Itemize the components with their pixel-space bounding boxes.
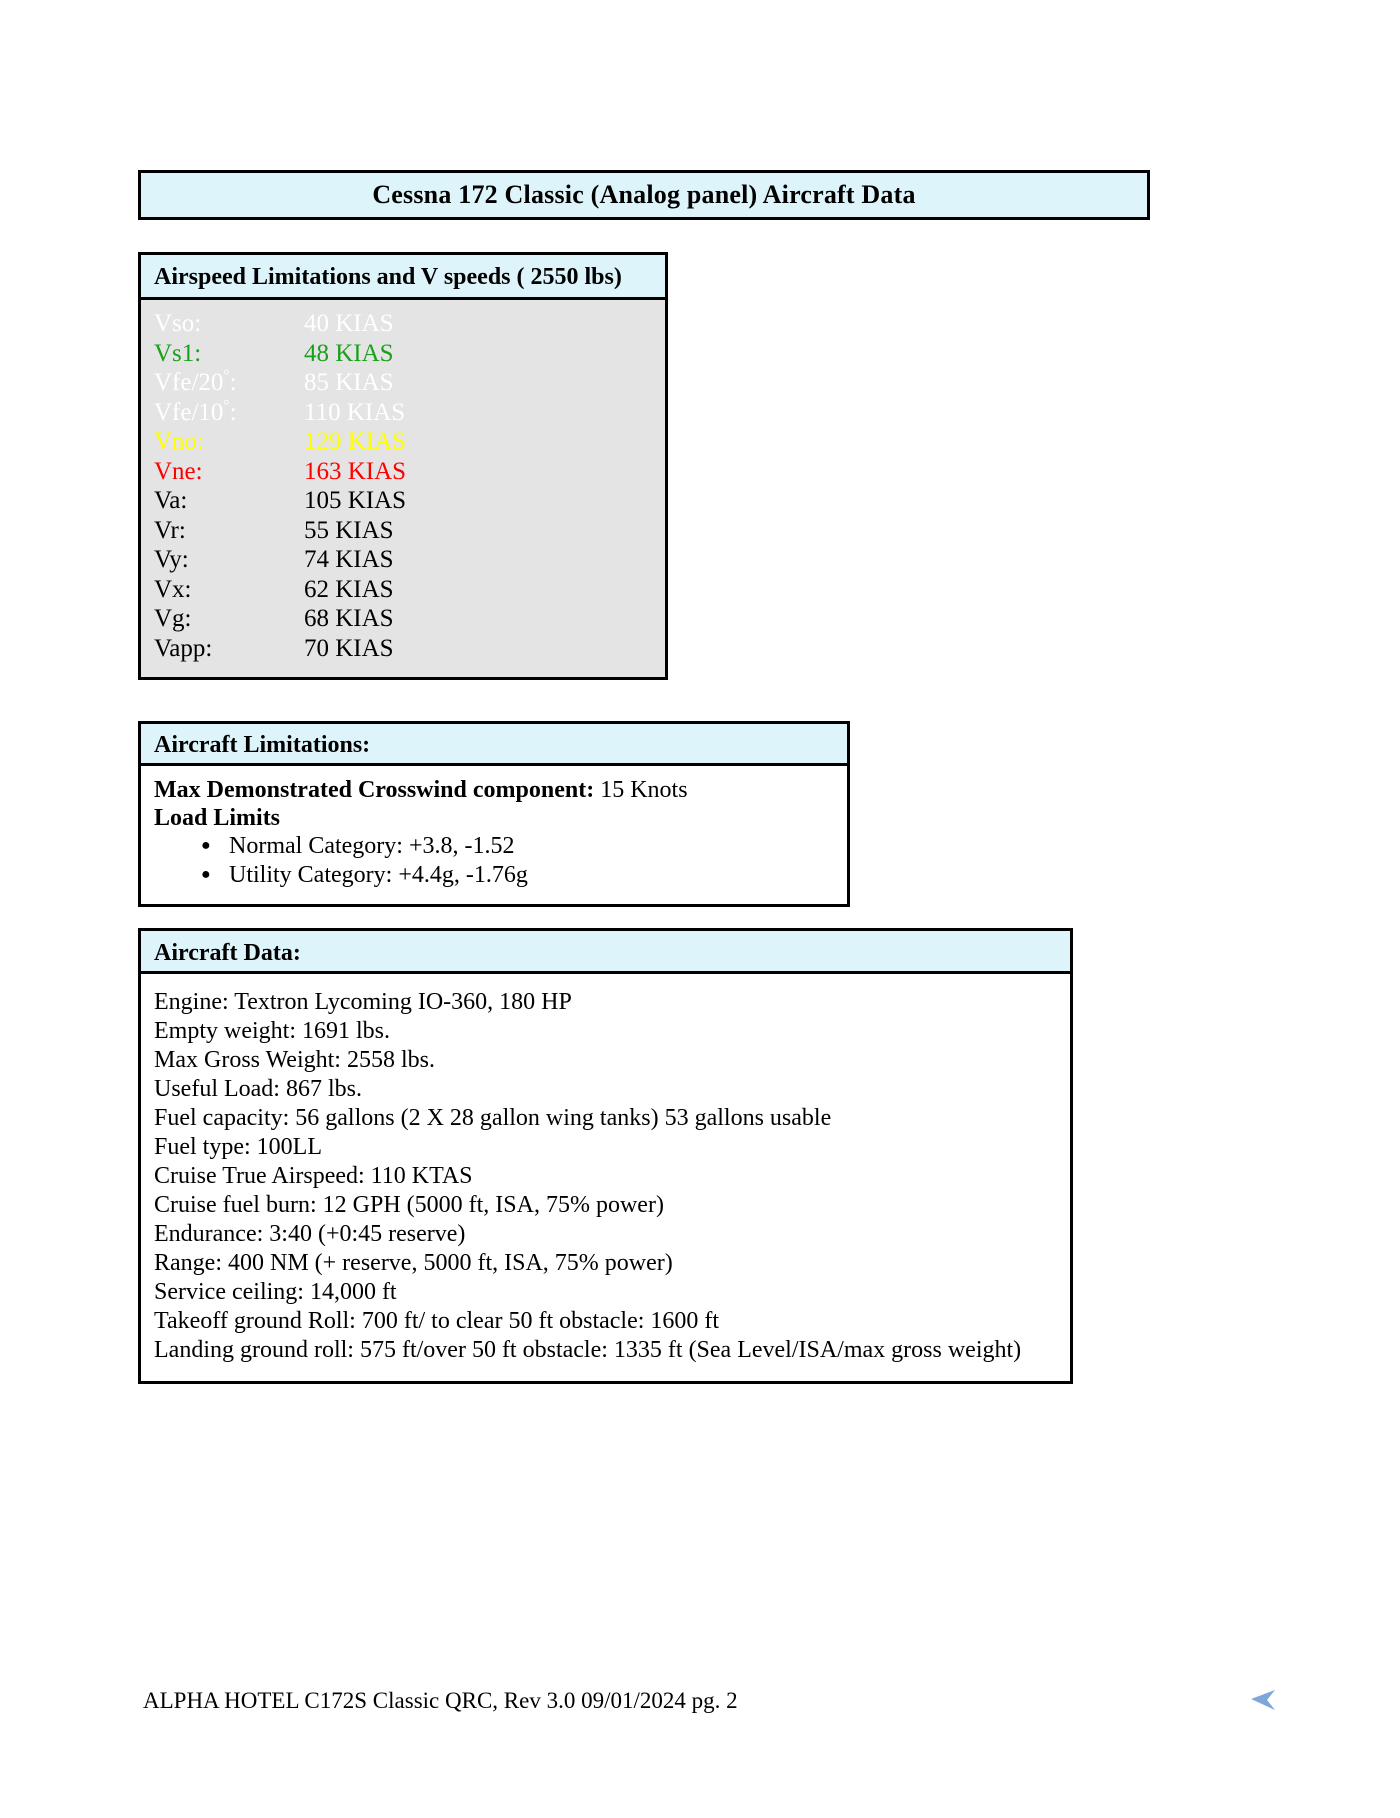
- page-title: Cessna 172 Classic (Analog panel) Aircraft Data: [372, 180, 916, 209]
- vspeed-value: 129 KIAS: [304, 428, 407, 455]
- vspeed-label: Vfe/10°:: [154, 397, 237, 426]
- vspeed-value: 85 KIAS: [304, 369, 394, 396]
- aircraft-data-line: Range: 400 NM (+ reserve, 5000 ft, ISA, 75% power): [154, 1250, 673, 1276]
- vspeed-row: [154, 634, 652, 664]
- airspeed-limitations-section: [138, 252, 668, 680]
- vspeed-value: 48 KIAS: [304, 339, 394, 367]
- vspeed-row: [154, 486, 652, 516]
- vspeed-label: Vno:: [154, 428, 204, 455]
- aircraft-data-line: Endurance: 3:40 (+0:45 reserve): [154, 1221, 466, 1247]
- vspeed-row: [154, 368, 652, 398]
- aircraft-data-body: [138, 974, 1073, 1384]
- crosswind-label: Max Demonstrated Crosswind component:: [154, 777, 595, 803]
- vspeed-label: Vg:: [154, 605, 192, 632]
- aircraft-data-line: Cruise True Airspeed: 110 KTAS: [154, 1163, 473, 1189]
- vspeed-label: Vx:: [154, 575, 192, 603]
- limitations-body: [138, 766, 850, 907]
- vspeed-row: [154, 604, 652, 634]
- aircraft-data-line: Fuel type: 100LL: [154, 1134, 322, 1160]
- airspeed-section-heading: Airspeed Limitations and V speeds ( 2550 lbs): [138, 252, 668, 300]
- load-limit-item: ● Normal Category: +3.8, -1.52: [154, 832, 834, 861]
- vspeed-row: [154, 309, 652, 339]
- vspeed-label: Vapp:: [154, 634, 213, 662]
- limitations-section-heading: Aircraft Limitations:: [138, 721, 850, 766]
- vspeed-label: Vso:: [154, 310, 202, 337]
- crosswind-line: [154, 776, 834, 804]
- vspeed-label: Vr:: [154, 516, 186, 544]
- aircraft-limitations-section: [138, 721, 850, 907]
- vspeed-label: Vy:: [154, 546, 189, 573]
- aircraft-data-line: Engine: Textron Lycoming IO-360, 180 HP: [154, 989, 572, 1015]
- vspeed-label: Vne:: [154, 457, 203, 485]
- load-limits-list: [154, 832, 834, 890]
- aircraft-data-line: Cruise fuel burn: 12 GPH (5000 ft, ISA, 75% power): [154, 1192, 664, 1218]
- aircraft-data-line: Empty weight: 1691 lbs.: [154, 1018, 390, 1044]
- vspeed-row: [154, 457, 652, 487]
- vspeed-row: [154, 427, 652, 457]
- aircraft-data-line: Max Gross Weight: 2558 lbs.: [154, 1047, 435, 1073]
- vspeed-row: [154, 339, 652, 369]
- vspeed-value: 163 KIAS: [304, 457, 407, 485]
- vspeed-value: 68 KIAS: [304, 605, 394, 632]
- vspeed-value: 70 KIAS: [304, 634, 394, 662]
- vspeed-value: 110 KIAS: [304, 398, 406, 426]
- vspeed-label: Va:: [154, 487, 188, 514]
- vspeed-label: Vfe/20°:: [154, 367, 237, 396]
- vspeed-row: [154, 516, 652, 546]
- aircraft-data-line: Fuel capacity: 56 gallons (2 X 28 gallon wing tanks) 53 gallons usable: [154, 1105, 832, 1131]
- pointer-arrow-icon: [1249, 1686, 1277, 1714]
- document-title-box: [138, 170, 1150, 220]
- aircraft-data-line: Useful Load: 867 lbs.: [154, 1076, 362, 1102]
- vspeed-table: [138, 300, 668, 680]
- vspeed-row: [154, 575, 652, 605]
- vspeed-value: 55 KIAS: [304, 516, 394, 544]
- crosswind-value: 15 Knots: [600, 777, 688, 803]
- aircraft-data-line: Takeoff ground Roll: 700 ft/ to clear 50 ft obstacle: 1600 ft: [154, 1308, 720, 1334]
- vspeed-row: [154, 398, 652, 428]
- vspeed-value: 62 KIAS: [304, 575, 394, 603]
- vspeed-value: 105 KIAS: [304, 487, 407, 514]
- aircraft-data-heading: Aircraft Data:: [138, 928, 1073, 974]
- vspeed-row: [154, 545, 652, 575]
- aircraft-data-section: [138, 928, 1073, 1384]
- load-limits-label: Load Limits: [154, 805, 281, 831]
- aircraft-data-line: Service ceiling: 14,000 ft: [154, 1279, 397, 1305]
- vspeed-value: 74 KIAS: [304, 546, 394, 573]
- vspeed-value: 40 KIAS: [304, 310, 394, 337]
- load-limit-item: ● Utility Category: +4.4g, -1.76g: [154, 861, 834, 890]
- page-footer: ALPHA HOTEL C172S Classic QRC, Rev 3.0 09/01/2024 pg. 2: [143, 1688, 738, 1713]
- aircraft-data-line: Landing ground roll: 575 ft/over 50 ft obstacle: 1335 ft (Sea Level/ISA/max gross weight): [154, 1337, 1022, 1363]
- vspeed-label: Vs1:: [154, 339, 202, 367]
